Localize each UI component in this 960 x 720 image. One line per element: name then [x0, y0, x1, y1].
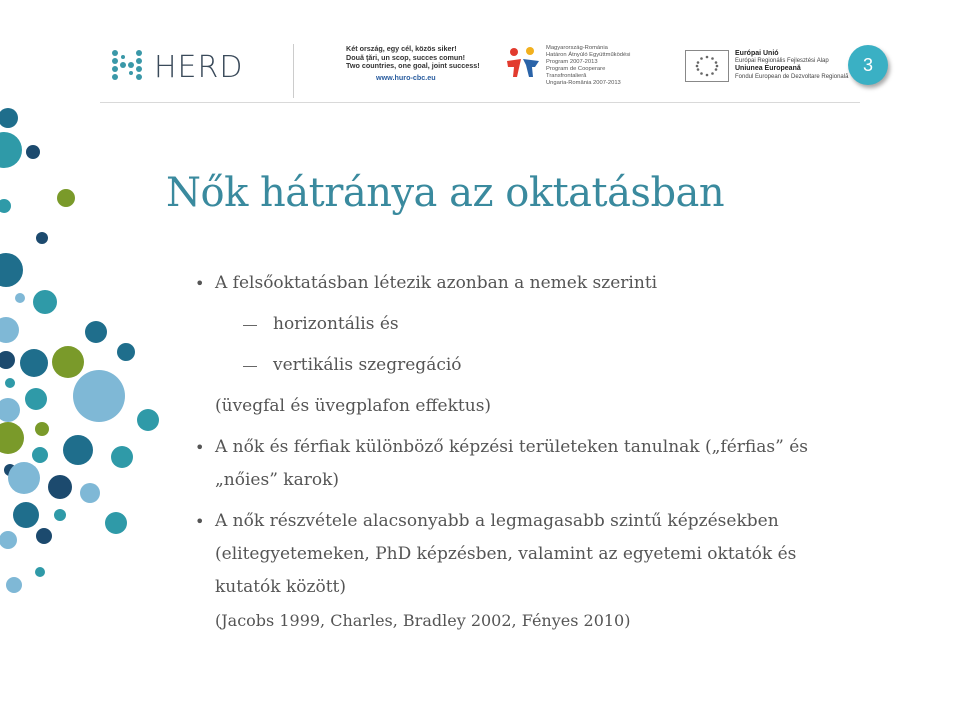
decor-dot	[0, 108, 18, 128]
decor-dot	[0, 422, 24, 454]
decor-dot	[0, 531, 17, 549]
decor-dot	[0, 317, 19, 343]
decor-dot	[35, 422, 49, 436]
decor-dot	[0, 253, 23, 287]
sub-bullet-item: horizontális és	[195, 308, 935, 341]
decor-dot	[80, 483, 100, 503]
decor-dot	[36, 528, 52, 544]
bullet-item: • A nők és férfiak különböző képzési területeken tanulnak („férfias” és	[195, 431, 935, 464]
slogan-line: Două ţări, un scop, succes comun!	[346, 52, 466, 62]
decor-dot	[25, 388, 47, 410]
bullet-continuation: „nőies” karok)	[215, 470, 340, 490]
eu-flag-icon	[685, 50, 729, 82]
bullet-item: • A felsőoktatásban létezik azonban a nemek szerinti	[195, 267, 935, 300]
decor-dot	[26, 145, 40, 159]
eu-line: Uniunea Europeană	[735, 65, 801, 73]
decor-dot	[0, 398, 20, 422]
decor-dot	[32, 447, 48, 463]
decor-dot	[73, 370, 125, 422]
decor-dot	[57, 189, 75, 207]
decor-dot	[5, 378, 15, 388]
huro-line: Ungaria-România 2007-2013	[546, 80, 621, 86]
huro-figures-icon	[505, 45, 541, 81]
program-slogan	[346, 45, 480, 82]
page-number-badge: 3	[848, 45, 888, 85]
huro-line: Program de Cooperare	[546, 66, 606, 72]
decor-dot	[20, 349, 48, 377]
herd-logo-text: HERD	[154, 49, 244, 85]
eu-line: Európai Unió	[735, 50, 779, 57]
decor-dot	[8, 462, 40, 494]
slogan-line: Two countries, one goal, joint success!	[346, 61, 480, 71]
decorative-dots	[0, 0, 170, 720]
huro-line: Magyarország-Románia	[546, 45, 608, 51]
huro-line: Határon Átnyúló Együttműködési	[546, 52, 631, 58]
decor-dot	[111, 446, 133, 468]
citation: (Jacobs 1999, Charles, Bradley 2002, Fényes 2010)	[215, 611, 631, 630]
bullet-item: • A nők részvétele alacsonyabb a legmagasabb szintű képzésekben	[195, 505, 935, 538]
bullet-continuation: kutatók között)	[215, 577, 347, 597]
decor-dot	[63, 435, 93, 465]
decor-dot	[85, 321, 107, 343]
eu-line: Fondul European de Dezvoltare Regională	[735, 73, 849, 80]
decor-dot	[52, 346, 84, 378]
decor-dot	[35, 567, 45, 577]
slogan-line: Két ország, egy cél, közös siker!	[346, 44, 457, 53]
header-divider	[293, 44, 294, 98]
bullet-continuation: (üvegfal és üvegplafon effektus)	[215, 396, 492, 416]
decor-dot	[15, 293, 25, 303]
decor-dot	[0, 132, 22, 168]
eu-line: Európai Regionális Fejlesztési Alap	[735, 58, 829, 65]
decor-dot	[105, 512, 127, 534]
eu-text	[735, 50, 848, 81]
decor-dot	[13, 502, 39, 528]
decor-dot	[0, 199, 11, 213]
decor-dot	[0, 351, 15, 369]
huro-line: Program 2007-2013	[546, 59, 598, 65]
slide-body	[195, 267, 935, 637]
slogan-url: www.huro-cbc.eu	[376, 72, 436, 82]
huro-line: Transfrontalieră	[546, 73, 587, 79]
decor-dot	[54, 509, 66, 521]
huro-program-text	[546, 45, 630, 87]
decor-dot	[117, 343, 135, 361]
eu-logo	[685, 50, 848, 82]
decor-dot	[48, 475, 72, 499]
slide-title: Nők hátránya az oktatásban	[166, 170, 725, 216]
huro-program-logo	[505, 45, 630, 87]
sub-bullet-item: vertikális szegregáció	[195, 349, 935, 382]
decor-dot	[137, 409, 159, 431]
bullet-continuation: (elitegyetemeken, PhD képzésben, valamint az egyetemi oktatók és	[215, 544, 797, 564]
decor-dot	[33, 290, 57, 314]
decor-dot	[6, 577, 22, 593]
header-logo-bar	[100, 40, 860, 103]
decor-dot	[36, 232, 48, 244]
